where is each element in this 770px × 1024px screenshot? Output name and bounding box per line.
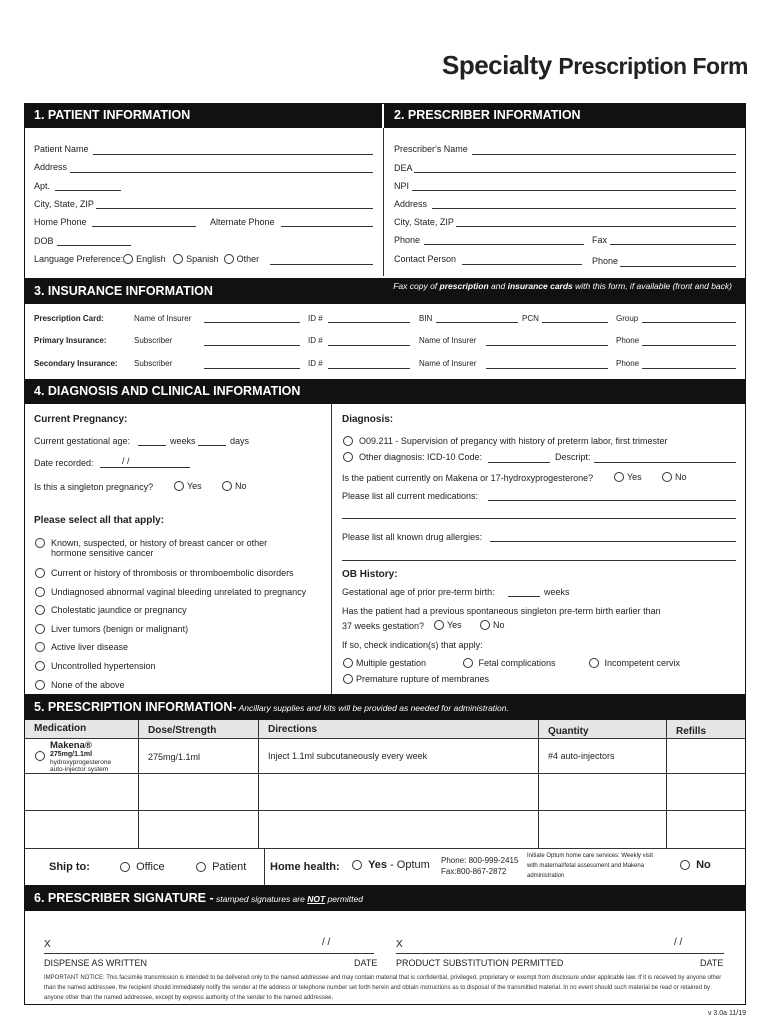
- date-recorded-label: Date recorded:: [34, 458, 94, 468]
- secondary-insurance-label: Secondary Insurance:: [34, 359, 118, 368]
- diag-opt1-label: O09.211 - Supervision of pregancy with history of preterm labor, first trimester: [359, 436, 668, 446]
- prescription-header-text: 5. PRESCRIPTION INFORMATION-: [34, 700, 237, 714]
- insurance-fax-note: [393, 273, 732, 299]
- patient-name-label: Patient Name: [34, 144, 89, 154]
- incompetent-label: Incompetent cervix: [604, 658, 681, 668]
- home-health-yes-label: Yes: [368, 859, 388, 871]
- item-3-label: Cholestatic jaundice or pregnancy: [51, 605, 187, 615]
- singleton-yes-radio[interactable]: [174, 481, 184, 491]
- rx-table-header: [25, 720, 745, 738]
- col-dose: Dose/Strength: [148, 725, 217, 736]
- spanish-radio[interactable]: [173, 254, 183, 264]
- other-label: Other: [236, 254, 260, 264]
- primary-subscriber-field[interactable]: [204, 345, 300, 346]
- med-name: Makena®: [50, 740, 92, 751]
- npi-label: NPI: [394, 181, 410, 191]
- rx-col-divider-2: [258, 720, 259, 848]
- incompetent-option: [589, 658, 680, 668]
- daw-x: X: [44, 939, 51, 950]
- prior-gest-field[interactable]: [508, 596, 540, 597]
- allergies-label: Please list all known drug allergies:: [342, 532, 483, 542]
- secondary-insurer-field[interactable]: [486, 368, 608, 369]
- makena-yes-option: [614, 472, 642, 482]
- current-meds-label: Please list all current medications:: [342, 491, 479, 501]
- prior-gest-label: Gestational age of prior pre-term birth:: [342, 587, 495, 597]
- primary-insurance-label: Primary Insurance:: [34, 336, 107, 345]
- allergies-field-2[interactable]: [342, 560, 736, 561]
- multiple-label: Multiple gestation: [356, 658, 427, 668]
- note-b: prescription: [439, 281, 489, 291]
- form-title: [442, 50, 748, 81]
- important-notice: IMPORTANT NOTICE: This facsimile transmission is intended to be delivered only to the named addressee and may contain material that is confidential, privileged, proprietary or exempt from disclosure under applicable law. If it is received by anyone other than the named addressee, the recipient should immediately notify the sender at the address or telephone number set forth herein and obtain instructions as to disposal of the transmitted material. In no event should such material be read or retained by anyone other than the named addressee, except by express authority of the sender to the named addressee.: [44, 975, 722, 1001]
- makena-yes-label: Yes: [627, 472, 642, 482]
- rx-col-divider-1: [138, 720, 139, 848]
- prescription-header: [24, 694, 746, 720]
- item-1-checkbox[interactable]: [35, 568, 45, 578]
- ship-to-label: Ship to:: [49, 861, 90, 873]
- rx-row-line-3: [25, 848, 745, 849]
- daw-date-slashes: / /: [322, 937, 331, 948]
- primary-insurer-label: Name of Insurer: [419, 336, 477, 345]
- quantity-value: #4 auto-injectors: [548, 751, 615, 761]
- allergies-field[interactable]: [490, 541, 736, 542]
- note-e: with this form, if available (front and back): [572, 281, 732, 291]
- incompetent-radio[interactable]: [589, 658, 599, 668]
- contact-phone-label: Phone: [592, 256, 619, 266]
- fetal-label: Fetal complications: [478, 658, 556, 668]
- multiple-option: [343, 658, 426, 668]
- group-label: Group: [616, 314, 639, 323]
- item-4-checkbox[interactable]: [35, 624, 45, 634]
- alt-phone-field[interactable]: [281, 226, 373, 227]
- bin-label: BIN: [419, 314, 433, 323]
- dob-label: DOB: [34, 236, 54, 246]
- patient-city-field[interactable]: [96, 208, 373, 209]
- spont-no-label: No: [493, 620, 505, 630]
- dob-field[interactable]: [57, 245, 131, 246]
- current-meds-field-2[interactable]: [342, 518, 736, 519]
- descript-field[interactable]: [594, 462, 736, 463]
- days-label: days: [230, 436, 250, 446]
- current-meds-field[interactable]: [488, 500, 736, 501]
- pcn-field[interactable]: [542, 322, 608, 323]
- item-5-label: Active liver disease: [51, 642, 129, 652]
- singleton-yes-label: Yes: [187, 481, 202, 491]
- diagnosis-divider: [331, 404, 332, 694]
- initiate-line-2: with maternal/fetal assessment and Makena: [527, 863, 645, 869]
- group-field[interactable]: [642, 322, 736, 323]
- alt-phone-label: Alternate Phone: [210, 217, 275, 227]
- dea-field[interactable]: [414, 172, 736, 173]
- prescriber-fax-label: Fax: [592, 235, 608, 245]
- contact-person-label: Contact Person: [394, 254, 457, 264]
- prescriber-name-field[interactable]: [472, 154, 736, 155]
- prescription-header-sub: Ancillary supplies and kits will be provided as needed for administration.: [236, 703, 509, 713]
- contact-phone-field[interactable]: [620, 266, 736, 267]
- premature-option: [343, 674, 489, 684]
- other-radio[interactable]: [224, 254, 234, 264]
- secondary-phone-label: Phone: [616, 359, 640, 368]
- diagnosis-label: Diagnosis:: [342, 414, 394, 425]
- item-4-label: Liver tumors (benign or malignant): [51, 624, 189, 634]
- note-c: and: [488, 281, 508, 291]
- directions-value: Inject 1.1ml subcutaneously every week: [268, 751, 428, 761]
- ship-patient-label: Patient: [212, 861, 247, 873]
- item-0-label: Known, suspected, or history of breast cancer or other: [51, 538, 268, 548]
- singleton-question: Is this a singleton pregnancy?: [34, 482, 154, 492]
- item-3-checkbox[interactable]: [35, 605, 45, 615]
- home-health-label: Home health:: [270, 861, 340, 873]
- sig-sub-b: NOT: [307, 894, 326, 904]
- gest-weeks-field[interactable]: [138, 445, 166, 446]
- rx-card-label: Prescription Card:: [34, 314, 104, 323]
- spont-no-radio[interactable]: [480, 620, 490, 630]
- secondary-id-label: ID #: [308, 359, 323, 368]
- med-generic: hydroxyprogesterone: [50, 759, 112, 766]
- med-system: auto-injector system: [50, 766, 109, 773]
- prescriber-fax-field[interactable]: [610, 244, 736, 245]
- home-phone-label: Home Phone: [34, 217, 87, 227]
- item-1-label: Current or history of thrombosis or thromboembolic disorders: [51, 568, 294, 578]
- primary-phone-field[interactable]: [642, 345, 736, 346]
- home-health-yes-radio[interactable]: [352, 860, 362, 870]
- item-0-checkbox[interactable]: [35, 538, 45, 548]
- makena-question: Is the patient currently on Makena or 17-hydroxyprogesterone?: [342, 473, 594, 483]
- prescriber-city-label: City, State, ZIP: [394, 217, 454, 227]
- col-quantity: Quantity: [548, 726, 589, 737]
- sub-perm-label: PRODUCT SUBSTITUTION PERMITTED: [396, 958, 564, 968]
- optum-phone: Phone: 800-999-2415: [441, 856, 519, 865]
- spont-no-option: [480, 620, 505, 630]
- prescriber-name-label: Prescriber's Name: [394, 144, 468, 154]
- home-health-yes-option: [352, 859, 430, 871]
- home-phone-field[interactable]: [92, 226, 196, 227]
- contact-person-field[interactable]: [462, 264, 582, 265]
- prescriber-phone-field[interactable]: [424, 244, 584, 245]
- multiple-radio[interactable]: [343, 658, 353, 668]
- insurance-header-text: 3. INSURANCE INFORMATION: [34, 284, 213, 298]
- sub-signature-field[interactable]: [396, 953, 724, 954]
- item-2-checkbox[interactable]: [35, 587, 45, 597]
- note-a: Fax copy of: [393, 281, 440, 291]
- rx-row-line-1: [25, 773, 745, 774]
- spontaneous-question: Has the patient had a previous spontaneous singleton pre-term birth earlier than: [342, 606, 661, 616]
- ob-history-label: OB History:: [342, 569, 398, 580]
- makena-select-radio[interactable]: [35, 751, 45, 761]
- date-recorded-slashes: / /: [122, 456, 130, 466]
- diag-opt1-radio[interactable]: [343, 436, 353, 446]
- rx-card-insurer-label: Name of Insurer: [134, 314, 192, 323]
- makena-no-option: [662, 472, 687, 482]
- patient-city-label: City, State, ZIP: [34, 199, 94, 209]
- diag-opt2-radio[interactable]: [343, 452, 353, 462]
- spont-yes-radio[interactable]: [434, 620, 444, 630]
- version-label: v 3.0a 11/19: [707, 1010, 746, 1017]
- spanish-label: Spanish: [186, 254, 219, 264]
- fetal-option: [463, 658, 556, 668]
- sub-x: X: [396, 939, 403, 950]
- item-6-checkbox[interactable]: [35, 661, 45, 671]
- home-health-no-radio[interactable]: [680, 860, 690, 870]
- patient-name-field[interactable]: [93, 154, 373, 155]
- patient-address-label: Address: [34, 162, 68, 172]
- ship-divider: [264, 849, 265, 885]
- col-medication: Medication: [34, 723, 87, 734]
- item-0-label-cont: hormone sensitive cancer: [51, 548, 154, 558]
- singleton-no-option: [222, 481, 247, 491]
- diag-opt2-label: Other diagnosis: ICD-10 Code:: [359, 452, 483, 462]
- gest-age-label: Current gestational age:: [34, 436, 131, 446]
- dose-value: 275mg/1.1ml: [148, 752, 201, 762]
- premature-radio[interactable]: [343, 674, 353, 684]
- rx-col-divider-3: [538, 720, 539, 848]
- item-2-label: Undiagnosed abnormal vaginal bleeding unrelated to pregnancy: [51, 587, 307, 597]
- date-recorded-field[interactable]: [100, 467, 190, 468]
- select-all-label: Please select all that apply:: [34, 515, 165, 526]
- prescriber-address-field[interactable]: [432, 208, 736, 209]
- icd10-code-field[interactable]: [488, 462, 550, 463]
- sub-date-slashes: / /: [674, 937, 683, 948]
- npi-field[interactable]: [412, 190, 736, 191]
- patient-apt-label: Apt.: [34, 181, 51, 191]
- makena-yes-radio[interactable]: [614, 472, 624, 482]
- item-6-label: Uncontrolled hypertension: [51, 661, 156, 671]
- premature-label: Premature rupture of membranes: [356, 674, 490, 684]
- language-row: [34, 254, 259, 264]
- rx-row-line-0: [25, 738, 745, 739]
- item-7-label: None of the above: [51, 680, 125, 690]
- primary-id-label: ID #: [308, 336, 323, 345]
- daw-label: DISPENSE AS WRITTEN: [44, 958, 148, 968]
- makena-no-radio[interactable]: [662, 472, 672, 482]
- singleton-no-radio[interactable]: [222, 481, 232, 491]
- med-strength: 275mg/1.1ml: [50, 751, 93, 758]
- daw-date-label: DATE: [354, 958, 378, 968]
- item-5-checkbox[interactable]: [35, 642, 45, 652]
- prescriber-address-label: Address: [394, 199, 428, 209]
- current-pregnancy-label: Current Pregnancy:: [34, 414, 128, 425]
- col-directions: Directions: [268, 724, 317, 735]
- sig-sub-c: permitted: [325, 894, 363, 904]
- section-divider: [383, 128, 384, 276]
- indication-label: If so, check indication(s) that apply:: [342, 640, 483, 650]
- singleton-no-label: No: [235, 481, 247, 491]
- primary-phone-label: Phone: [616, 336, 640, 345]
- dea-label: DEA: [394, 163, 413, 173]
- primary-id-field[interactable]: [328, 345, 410, 346]
- rx-card-id-label: ID #: [308, 314, 323, 323]
- makena-no-label: No: [675, 472, 687, 482]
- prescriber-info-header: 2. PRESCRIBER INFORMATION: [384, 103, 746, 128]
- col-refills: Refills: [676, 726, 707, 737]
- item-7-checkbox[interactable]: [35, 680, 45, 690]
- note-d: insurance cards: [507, 281, 573, 291]
- other-language-field[interactable]: [270, 264, 373, 265]
- optum-label: - Optum: [387, 859, 430, 871]
- prescriber-phone-label: Phone: [394, 235, 421, 245]
- rx-row-line-2: [25, 810, 745, 811]
- singleton-yes-option: [174, 481, 202, 491]
- initiate-line-1: Initiate Optum home care services: Weekly visit: [527, 853, 653, 859]
- sub-date-label: DATE: [700, 958, 724, 968]
- rx-col-divider-4: [666, 720, 667, 848]
- english-radio[interactable]: [123, 254, 133, 264]
- secondary-id-field[interactable]: [328, 368, 410, 369]
- sig-sub-a: stamped signatures are: [213, 894, 308, 904]
- optum-fax: Fax:800-867-2872: [441, 867, 507, 876]
- secondary-subscriber-field[interactable]: [204, 368, 300, 369]
- pcn-label: PCN: [522, 314, 539, 323]
- weeks-label: weeks: [170, 436, 196, 446]
- ship-office-option: [120, 861, 165, 873]
- bin-field[interactable]: [436, 322, 518, 323]
- fetal-radio[interactable]: [463, 658, 473, 668]
- secondary-insurer-label: Name of Insurer: [419, 359, 477, 368]
- descript-label: Descript:: [555, 452, 591, 462]
- english-label: English: [136, 254, 166, 264]
- rx-card-id-field[interactable]: [328, 322, 410, 323]
- home-health-no-option: [680, 859, 711, 871]
- rx-card-insurer-field[interactable]: [204, 322, 300, 323]
- initiate-line-3: administration: [527, 873, 565, 879]
- ship-patient-radio[interactable]: [196, 862, 206, 872]
- signature-header-text: 6. PRESCRIBER SIGNATURE -: [34, 891, 214, 905]
- language-label: Language Preference:: [34, 254, 124, 264]
- title-prescription-form: Prescription Form: [558, 53, 748, 79]
- gest-days-field[interactable]: [198, 445, 226, 446]
- daw-signature-field[interactable]: [44, 953, 374, 954]
- spontaneous-question-cont: 37 weeks gestation?: [342, 621, 425, 631]
- ship-patient-option: [196, 861, 246, 873]
- diagnosis-header: 4. DIAGNOSIS AND CLINICAL INFORMATION: [24, 379, 746, 404]
- home-health-no-label: No: [696, 859, 711, 871]
- primary-subscriber-label: Subscriber: [134, 336, 173, 345]
- signature-header: [24, 885, 746, 911]
- patient-address-field[interactable]: [70, 172, 373, 173]
- title-specialty: Specialty: [441, 50, 552, 80]
- ship-office-label: Office: [136, 861, 165, 873]
- spont-yes-option: [434, 620, 462, 630]
- ship-office-radio[interactable]: [120, 862, 130, 872]
- prescriber-city-field[interactable]: [456, 226, 736, 227]
- secondary-phone-field[interactable]: [642, 368, 736, 369]
- secondary-subscriber-label: Subscriber: [134, 359, 173, 368]
- spont-yes-label: Yes: [447, 620, 462, 630]
- prior-gest-weeks-label: weeks: [544, 587, 570, 597]
- insurance-header: [24, 278, 746, 304]
- primary-insurer-field[interactable]: [486, 345, 608, 346]
- patient-info-header: 1. PATIENT INFORMATION: [24, 103, 382, 128]
- patient-apt-field[interactable]: [55, 190, 121, 191]
